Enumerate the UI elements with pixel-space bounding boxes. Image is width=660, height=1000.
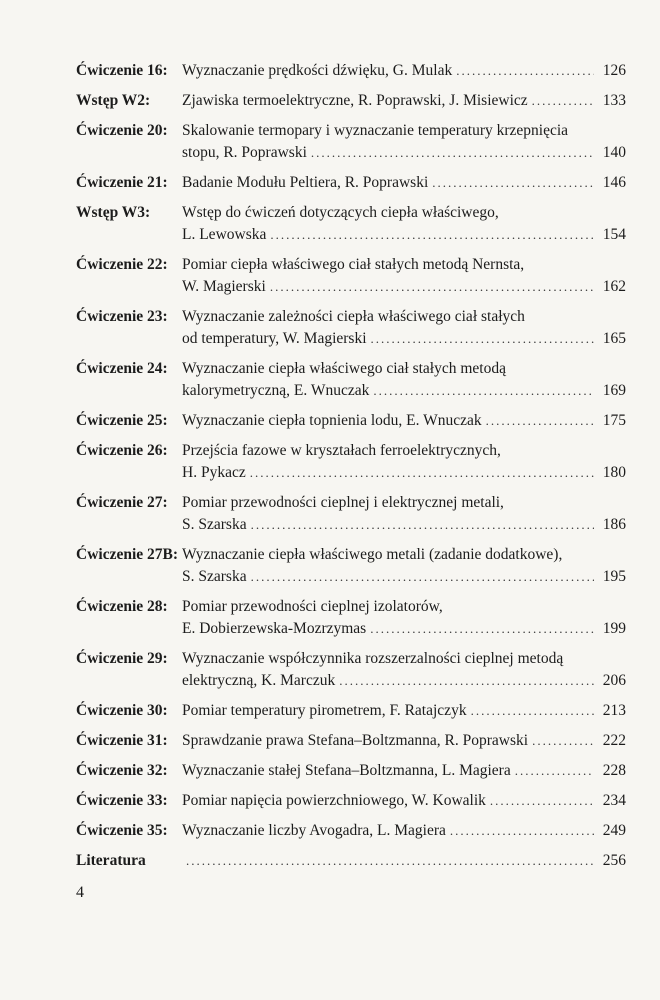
toc-entry (76, 596, 626, 640)
toc-entry-title-text: Wyznaczanie prędkości dźwięku, G. Mulak (182, 62, 453, 79)
toc-entry-title-text: Przejścia fazowe w kryształach ferroelektrycznych, (182, 442, 501, 459)
toc-entry-title-text: stopu, R. Poprawski (182, 144, 307, 161)
page-number: 4 (76, 884, 84, 901)
toc-entry-label: Ćwiczenie 25: (76, 412, 168, 429)
toc-entry-title-line (182, 410, 626, 432)
toc-entry-title (182, 254, 626, 298)
toc-entry-label: Ćwiczenie 27: (76, 494, 168, 511)
toc-entry-title-line (182, 648, 626, 670)
toc-entry-title-line (182, 172, 626, 194)
toc-entry-title (182, 820, 626, 842)
toc-entry (76, 492, 626, 536)
toc-entry-title-line (182, 254, 626, 276)
toc-entry (76, 790, 626, 812)
toc-entry (76, 850, 626, 872)
toc-entry-title-text: H. Pykacz (182, 464, 246, 481)
toc-entry-title (182, 596, 626, 640)
toc-entry-title-line (182, 618, 626, 640)
toc-entry-title-text: od temperatury, W. Magierski (182, 330, 367, 347)
toc-entry-page: 133 (602, 92, 626, 109)
toc-entry-title (182, 760, 626, 782)
toc-entry-title-line (182, 90, 626, 112)
toc-entry-title-text: Pomiar przewodności cieplnej i elektrycznej metali, (182, 494, 504, 511)
toc-entry-page: 249 (602, 822, 626, 839)
toc-dot-leader (515, 760, 594, 782)
toc-entry-page: 206 (602, 672, 626, 689)
toc-entry (76, 700, 626, 722)
toc-entry-title-line (182, 276, 626, 298)
toc-entry-title-text: Pomiar temperatury pirometrem, F. Ratajczyk (182, 702, 467, 719)
toc-entry-title (182, 492, 626, 536)
toc-entry-title-line (182, 328, 626, 350)
toc-entry (76, 254, 626, 298)
toc-entry-title-line (182, 670, 626, 692)
toc-entry-title-text: Wyznaczanie liczby Avogadra, L. Magiera (182, 822, 446, 839)
toc-entry (76, 306, 626, 350)
toc-entry-label: Ćwiczenie 31: (76, 732, 168, 749)
toc-dot-leader (490, 790, 594, 812)
toc-entry-label: Wstęp W2: (76, 92, 151, 109)
toc-entry (76, 60, 626, 82)
toc-entry-title-text: Skalowanie termopary i wyznaczanie temperatury krzepnięcia (182, 122, 569, 139)
toc-entry (76, 730, 626, 752)
toc-entry-label: Literatura (76, 852, 146, 869)
toc-dot-leader (471, 700, 594, 722)
toc-entry-title-text: Wyznaczanie ciepła właściwego metali (zadanie dodatkowe), (182, 546, 563, 563)
toc-entry-title (182, 410, 626, 432)
toc-entry-page: 154 (602, 226, 626, 243)
toc-entry-title-text: Sprawdzanie prawa Stefana–Boltzmanna, R. Poprawski (182, 732, 529, 749)
toc-dot-leader (311, 142, 594, 164)
toc-dot-leader (450, 820, 594, 842)
toc-entry-title-line (182, 596, 626, 618)
toc-entry-title-text: S. Szarska (182, 516, 247, 533)
table-of-contents (76, 60, 626, 872)
toc-entry (76, 358, 626, 402)
toc-entry (76, 820, 626, 842)
toc-entry-label: Ćwiczenie 35: (76, 822, 168, 839)
toc-entry-page: 169 (602, 382, 626, 399)
toc-entry-title (182, 544, 626, 588)
toc-entry-title-text: W. Magierski (182, 278, 266, 295)
toc-dot-leader (370, 618, 594, 640)
toc-entry-label: Ćwiczenie 26: (76, 442, 168, 459)
toc-entry-title-text: Wyznaczanie ciepła właściwego ciał stałych metodą (182, 360, 506, 377)
toc-entry-title-line (182, 820, 626, 842)
toc-dot-leader (339, 670, 594, 692)
toc-entry (76, 202, 626, 246)
toc-entry (76, 90, 626, 112)
toc-entry-page: 222 (602, 732, 626, 749)
toc-entry-title-text: Wstęp do ćwiczeń dotyczących ciepła właściwego, (182, 204, 499, 221)
toc-dot-leader (486, 410, 594, 432)
toc-entry (76, 544, 626, 588)
toc-entry (76, 410, 626, 432)
toc-entry (76, 120, 626, 164)
toc-entry-title-line (182, 142, 626, 164)
toc-entry-label: Ćwiczenie 21: (76, 174, 168, 191)
toc-entry-title-text: Wyznaczanie współczynnika rozszerzalności cieplnej metodą (182, 650, 564, 667)
toc-entry-title-line (182, 492, 626, 514)
toc-entry (76, 760, 626, 782)
toc-dot-leader (251, 514, 594, 536)
toc-entry-label: Ćwiczenie 16: (76, 62, 168, 79)
toc-entry-label: Ćwiczenie 27B: (76, 546, 179, 563)
toc-entry-title-line (182, 380, 626, 402)
toc-entry-label: Wstęp W3: (76, 204, 151, 221)
toc-entry-title-line (182, 700, 626, 722)
toc-entry-title-line (182, 60, 626, 82)
toc-entry-page: 126 (602, 62, 626, 79)
toc-entry-title-line (182, 730, 626, 752)
toc-entry-page: 199 (602, 620, 626, 637)
toc-entry-title-line (182, 850, 626, 872)
toc-entry-page: 162 (602, 278, 626, 295)
toc-entry-label: Ćwiczenie 24: (76, 360, 168, 377)
toc-entry-title (182, 730, 626, 752)
toc-entry-title (182, 850, 626, 872)
toc-entry-title-line (182, 358, 626, 380)
toc-entry-title-text: elektryczną, K. Marczuk (182, 672, 336, 689)
toc-entry-label: Ćwiczenie 28: (76, 598, 168, 615)
toc-entry-title (182, 202, 626, 246)
toc-entry-page: 195 (602, 568, 626, 585)
toc-entry-title-text: Zjawiska termoelektryczne, R. Poprawski, J. Misiewicz (182, 92, 528, 109)
toc-entry-title-line (182, 202, 626, 224)
toc-entry-title (182, 358, 626, 402)
toc-entry-title-text: Pomiar przewodności cieplnej izolatorów, (182, 598, 443, 615)
toc-entry-title-text: Pomiar ciepła właściwego ciał stałych metodą Nernsta, (182, 256, 525, 273)
toc-dot-leader (456, 60, 594, 82)
toc-entry-page: 228 (602, 762, 626, 779)
toc-dot-leader (186, 850, 594, 872)
toc-dot-leader (250, 462, 594, 484)
toc-entry-title-line (182, 440, 626, 462)
toc-entry-title (182, 60, 626, 82)
toc-entry-title-text: Wyznaczanie ciepła topnienia lodu, E. Wnuczak (182, 412, 482, 429)
toc-entry-title-line (182, 566, 626, 588)
toc-dot-leader (373, 380, 594, 402)
toc-entry-title-text: Wyznaczanie zależności ciepła właściwego ciał stałych (182, 308, 525, 325)
toc-entry-title-line (182, 514, 626, 536)
toc-entry-title (182, 700, 626, 722)
toc-entry-label: Ćwiczenie 22: (76, 256, 168, 273)
toc-dot-leader (532, 730, 594, 752)
toc-dot-leader (270, 224, 594, 246)
toc-entry-title-text: Badanie Modułu Peltiera, R. Poprawski (182, 174, 429, 191)
toc-entry-page: 146 (602, 174, 626, 191)
toc-entry-label: Ćwiczenie 33: (76, 792, 168, 809)
toc-entry-title-line (182, 760, 626, 782)
toc-dot-leader (270, 276, 594, 298)
toc-entry-title-line (182, 224, 626, 246)
toc-entry-page: 186 (602, 516, 626, 533)
toc-entry-title (182, 306, 626, 350)
toc-entry-title-text: Pomiar napięcia powierzchniowego, W. Kowalik (182, 792, 486, 809)
toc-entry-page: 175 (602, 412, 626, 429)
toc-entry-title-line (182, 120, 626, 142)
toc-entry-label: Ćwiczenie 23: (76, 308, 168, 325)
toc-entry-title (182, 172, 626, 194)
toc-entry-title (182, 440, 626, 484)
toc-entry-page: 234 (602, 792, 626, 809)
toc-entry-title-line (182, 462, 626, 484)
toc-entry-title-text: L. Lewowska (182, 226, 267, 243)
toc-entry-page: 180 (602, 464, 626, 481)
toc-dot-leader (532, 90, 594, 112)
toc-dot-leader (251, 566, 594, 588)
toc-entry-label: Ćwiczenie 30: (76, 702, 168, 719)
toc-entry-title (182, 120, 626, 164)
toc-entry-title (182, 648, 626, 692)
toc-entry-label: Ćwiczenie 32: (76, 762, 168, 779)
toc-entry-title-text: kalorymetryczną, E. Wnuczak (182, 382, 370, 399)
toc-entry-title-text: E. Dobierzewska-Mozrzymas (182, 620, 367, 637)
toc-entry-label: Ćwiczenie 29: (76, 650, 168, 667)
toc-entry-title (182, 790, 626, 812)
toc-entry-page: 213 (602, 702, 626, 719)
toc-entry-label: Ćwiczenie 20: (76, 122, 168, 139)
toc-dot-leader (432, 172, 594, 194)
toc-entry (76, 648, 626, 692)
toc-entry-title-line (182, 790, 626, 812)
toc-entry (76, 440, 626, 484)
toc-entry-title-text: S. Szarska (182, 568, 247, 585)
toc-entry-title (182, 90, 626, 112)
toc-entry-page: 165 (602, 330, 626, 347)
toc-entry-title-line (182, 306, 626, 328)
toc-entry-title-line (182, 544, 626, 566)
toc-entry-title-text: Wyznaczanie stałej Stefana–Boltzmanna, L. Magiera (182, 762, 511, 779)
toc-entry-page: 140 (602, 144, 626, 161)
toc-dot-leader (371, 328, 594, 350)
toc-entry-page: 256 (602, 852, 626, 869)
toc-entry (76, 172, 626, 194)
